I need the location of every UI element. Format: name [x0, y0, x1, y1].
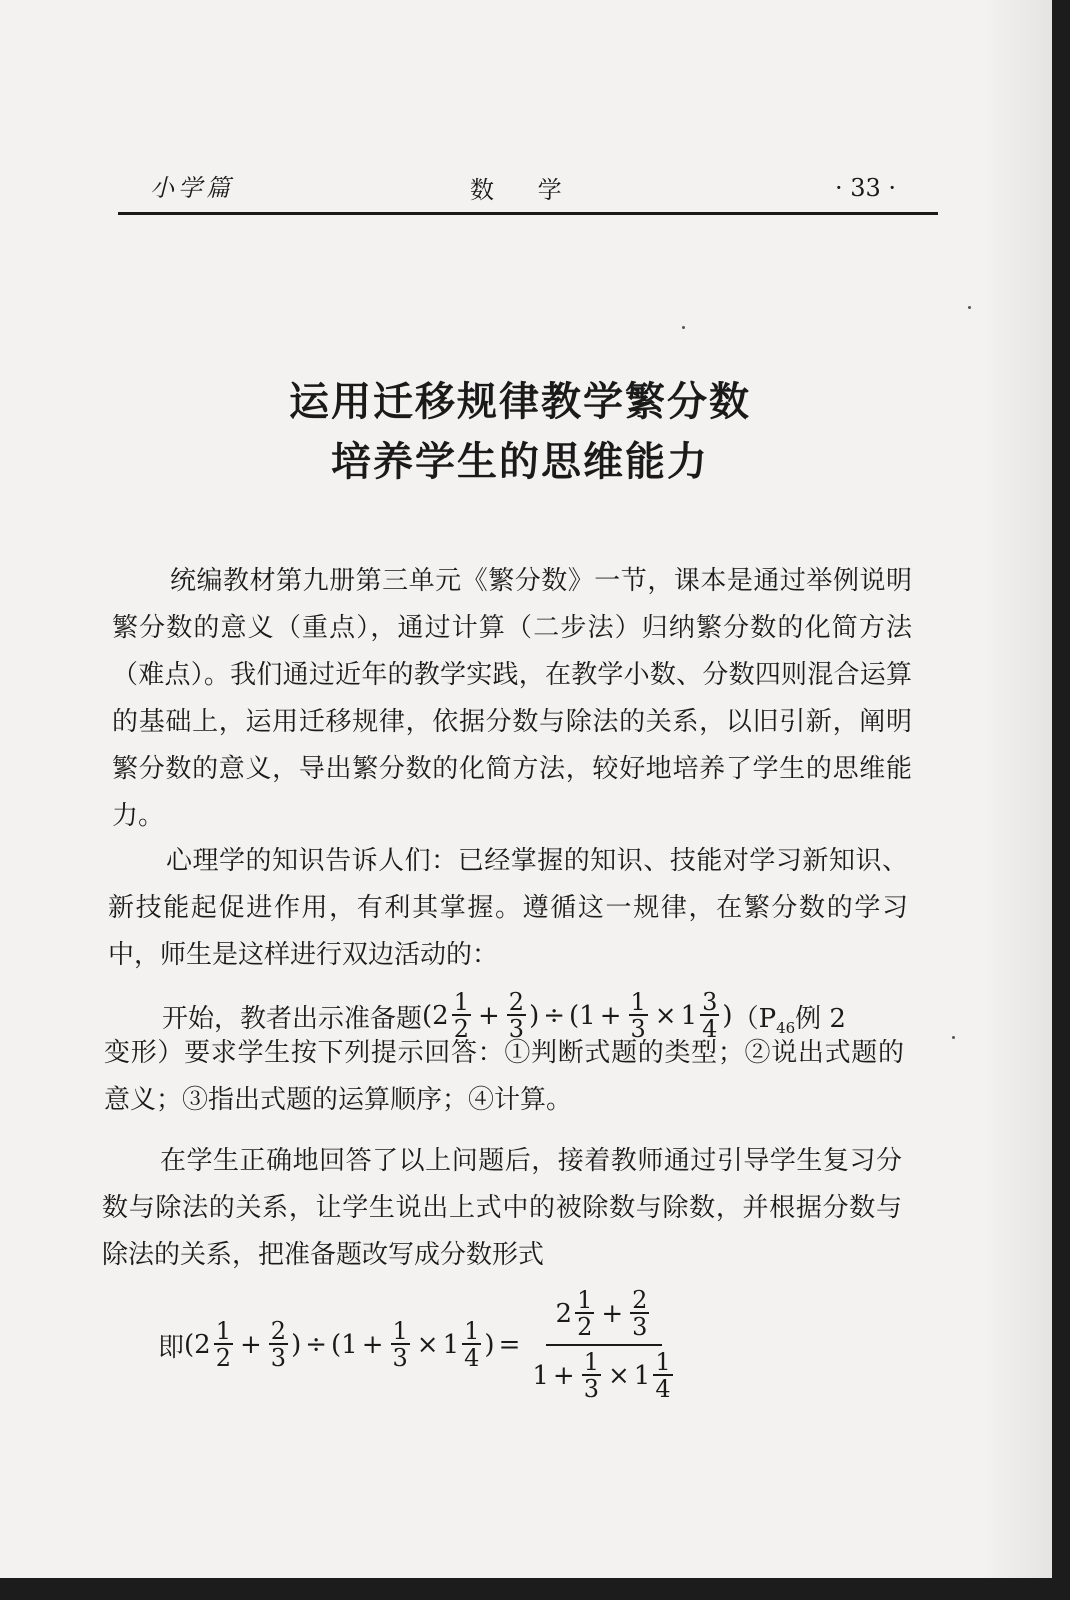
scan-speck	[952, 1036, 955, 1039]
header-section: 小学篇	[150, 174, 234, 202]
scan-speck	[968, 306, 971, 309]
running-header	[120, 162, 936, 212]
paragraph-4: 在学生正确地回答了以上问题后，接着教师通过引导学生复习分数与除法的关系，让学生说出上式中的被除数与除数，并根据分数与除法的关系，把准备题改写成分数形式	[102, 1146, 902, 1270]
page-number: · 33 ·	[834, 174, 896, 202]
prep-problem-intro: 开始，教者出示准备题	[162, 1003, 423, 1034]
article-title-line1: 运用迁移规律教学繁分数	[289, 379, 751, 425]
header-subject: 数 学	[470, 176, 580, 204]
article-title-line2: 培养学生的思维能力	[331, 439, 709, 485]
header-rule	[118, 212, 938, 215]
paragraph-3-continued: 变形）要求学生按下列提示回答：①判断式题的类型；②说出式题的意义；③指出式题的运算顺序；④计算。	[104, 1038, 904, 1115]
textbook-reference: （$P_{46}$例 2	[732, 1003, 846, 1037]
scan-speck	[682, 326, 685, 329]
paragraph-1: 统编教材第九册第三单元《繁分数》一节，课本是通过举例说明繁分数的意义（重点），通过计算（二步法）归纳繁分数的化简方法（难点）。我们通过近年的教学实践，在教学小数、分数四则混合运算的基础上，运用迁移规律，依据分数与除法的关系，以旧引新，阐明繁分数的意义，导出繁分数的化简方法，较好地培养了学生的思维能力。	[112, 566, 912, 831]
paragraph-2: 心理学的知识告诉人们：已经掌握的知识、技能对学习新知识、新技能起促进作用，有利其掌握。遵循这一规律，在繁分数的学习中，师生是这样进行双边活动的：	[108, 846, 908, 970]
eq-prefix: 即	[158, 1332, 185, 1363]
expr-prep: (2 $\frac{1}{2}$ + $\frac{2}{3}$ ) ÷ (1 + $\frac{1}{3}$ × 1 $\frac{3}{4}$ )	[422, 988, 733, 1043]
complex-fraction: 2 $\frac{1}{2}$ + $\frac{2}{3}$ 1 + $\frac{1}{3}$ × 1 $\frac{1}{4}$	[532, 1286, 671, 1403]
conversion-equation: 即 (2 $\frac{1}{2}$ + $\frac{2}{3}$ ) ÷ (1 + $\frac{1}{3}$ × 1 $\frac{1}{4}$ ) = 2 $\frac{1}{2}$ + $\frac{2}{3}$ 1 + $\frac{1}{3}$ × 1 $\frac{1}{4}$	[158, 1285, 676, 1405]
